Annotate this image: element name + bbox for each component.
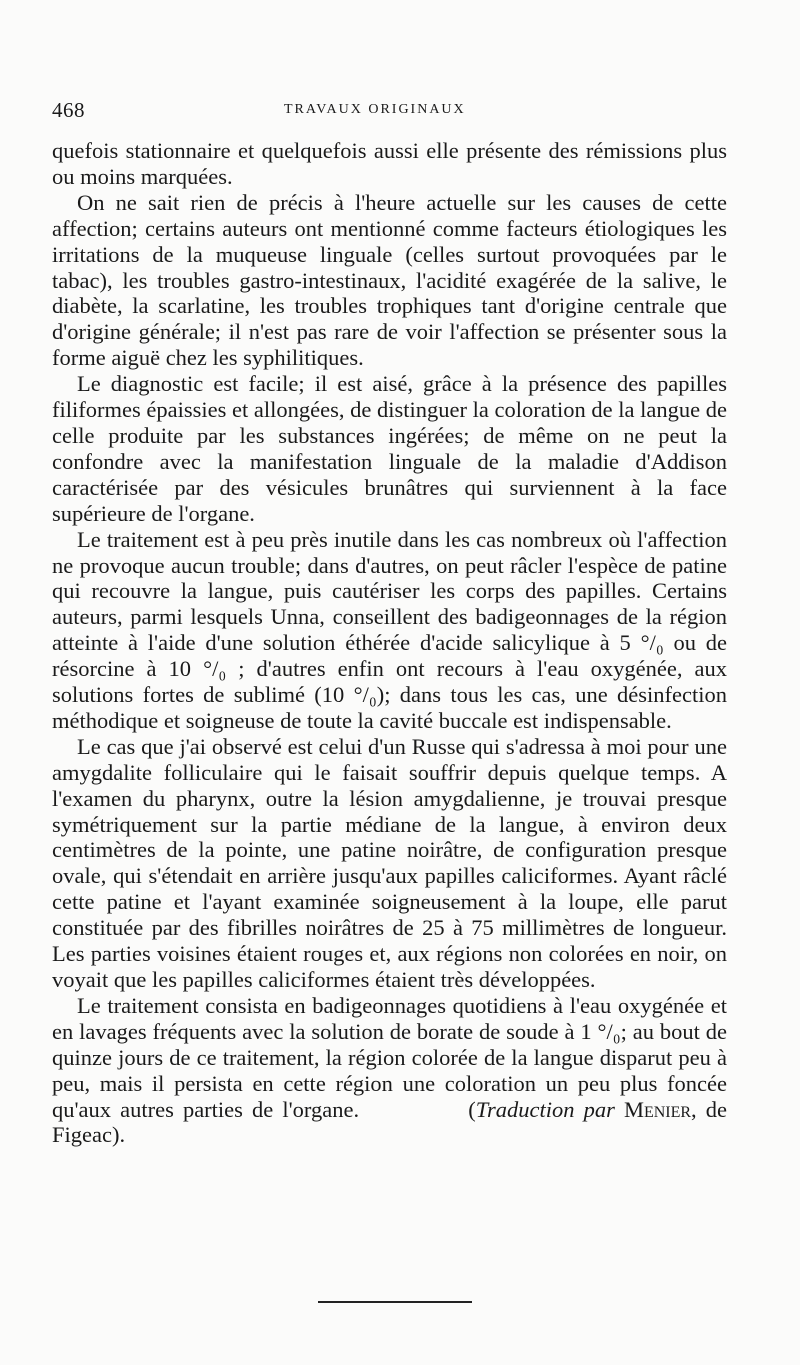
paragraph-6-text: Le traitement consista en badigeonnages quotidiens à l'eau oxygénée et en lavages fréquents avec la solution de borate de soude à 1 °/₀; au bout de quinze jours de ce traitement, la région colorée de la langue disparut peu à peu, mais il persista en cette région une coloration un peu plus foncée qu'aux autres parties de l'organe. (52, 992, 727, 1122)
closing-rule (318, 1301, 472, 1303)
signature-italic: Traduction par (475, 1096, 615, 1122)
paragraph-2: On ne sait rien de précis à l'heure actuelle sur les causes de cette affection; certains auteurs ont mentionné comme facteurs étiologiques les irritations de la muqueuse linguale (celles surtout provoquées par le tabac), les troubles gastro-intestinaux, l'acidité exagérée de la salive, le diabète, la scarlatine, les troubles trophiques tant d'origine centrale que d'origine générale; il n'est pas rare de voir l'affection se présenter sous la forme aiguë chez les syphilitiques. (52, 189, 727, 371)
running-head: TRAVAUX ORIGINAUX (284, 102, 466, 117)
paragraph-3: Le diagnostic est facile; il est aisé, grâce à la présence des papilles filiformes épaissies et allongées, de distinguer la coloration de la langue de celle produite par les substances ingérées; de même on ne peut la confondre avec la manifestation linguale de la maladie d'Addison caractérisée par des vésicules brunâtres qui surviennent à la face supérieure de l'organe. (52, 371, 727, 526)
signature-place: , de Figeac). (52, 1096, 728, 1148)
paragraph-6 (52, 993, 727, 1148)
signature-author: Menier (623, 1096, 692, 1122)
paragraph-1: quefois stationnaire et quelquefois aussi elle présente des rémissions plus ou moins marquées. (52, 138, 727, 189)
page-header (52, 96, 732, 124)
signature-open: ( (468, 1096, 476, 1122)
article-body (52, 138, 727, 1148)
page-number: 468 (52, 98, 85, 122)
paragraph-5: Le cas que j'ai observé est celui d'un Russe qui s'adressa à moi pour une amygdalite folliculaire qui le faisait souffrir depuis quelque temps. A l'examen du pharynx, outre la lésion amygdalienne, je trouvai presque symétriquement sur la partie médiane de la langue, à environ deux centimètres de la pointe, une patine noirâtre, de configuration presque ovale, qui s'étendait en arrière jusqu'aux papilles caliciformes. Ayant râclé cette patine et l'ayant examinée soigneusement à la loupe, elle parut constituée par des fibrilles noirâtres de 25 à 75 millimètres de longueur. Les parties voisines étaient rouges et, aux régions non colorées en noir, on voyait que les papilles caliciformes étaient très développées. (52, 733, 727, 992)
paragraph-4: Le traitement est à peu près inutile dans les cas nombreux où l'affection ne provoque aucun trouble; dans d'autres, on peut râcler l'espèce de patine qui recouvre la langue, puis cautériser les corps des papilles. Certains auteurs, parmi lesquels Unna, conseillent des badigeonnages de la région atteinte à l'aide d'une solution éthérée d'acide salicylique à 5 °/₀ ou de résorcine à 10 °/₀ ; d'autres enfin ont recours à l'eau oxygénée, aux solutions fortes de sublimé (10 °/₀); dans tous les cas, une désinfection méthodique et soigneuse de toute la cavité buccale est indispensable. (52, 526, 727, 733)
